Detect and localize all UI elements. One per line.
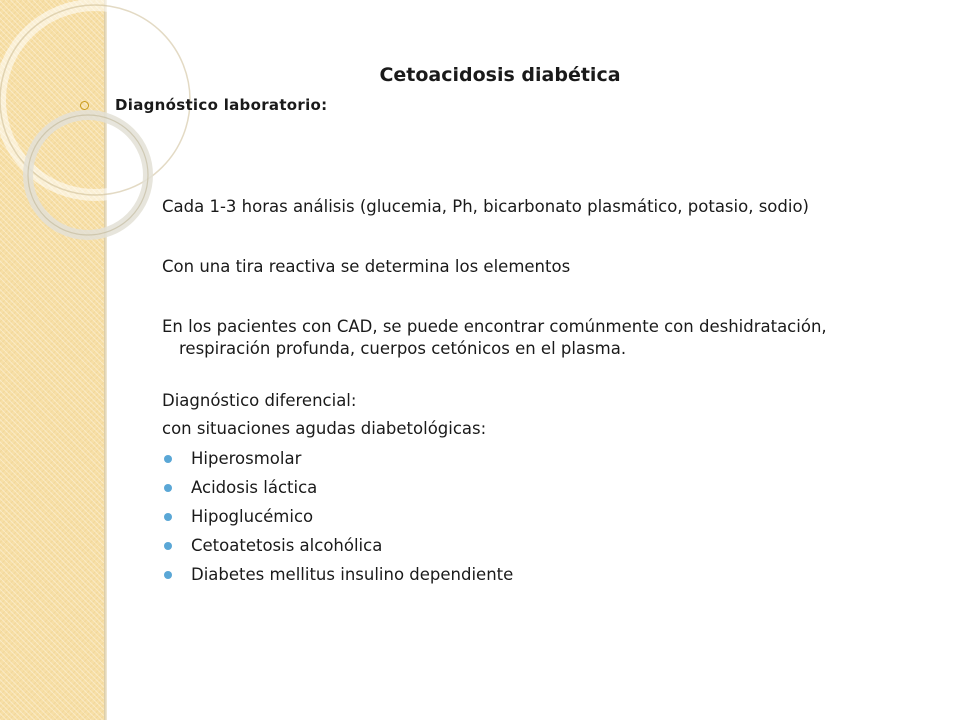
differential-list <box>162 444 932 589</box>
paragraph-reactive-strip: Con una tira reactiva se determina los elementos <box>162 257 571 276</box>
list-item: Hipoglucémico <box>162 502 932 531</box>
slide-body <box>162 196 932 589</box>
paragraph-analysis: Cada 1-3 horas análisis (glucemia, Ph, bicarbonato plasmático, potasio, sodio) <box>162 197 809 216</box>
ring-bullet-icon <box>80 101 89 110</box>
bullet-dot-icon <box>164 513 172 521</box>
slide-title: Cetoacidosis diabética <box>379 64 621 86</box>
bullet-dot-icon <box>164 484 172 492</box>
bullet-dot-icon <box>164 542 172 550</box>
paragraph-acute-situations: con situaciones agudas diabetológicas: <box>162 419 487 438</box>
list-item: Acidosis láctica <box>162 473 932 502</box>
paragraph-cad-line1: En los pacientes con CAD, se puede encontrar comúnmente con deshidratación, <box>162 317 827 336</box>
list-item: Cetoatetosis alcohólica <box>162 531 932 560</box>
list-item: Diabetes mellitus insulino dependiente <box>162 560 932 589</box>
subtitle-row <box>80 96 327 114</box>
list-item: Hiperosmolar <box>162 444 932 473</box>
bullet-dot-icon <box>164 571 172 579</box>
paragraph-cad-line2: respiración profunda, cuerpos cetónicos en el plasma. <box>179 339 627 358</box>
bullet-dot-icon <box>164 455 172 463</box>
paragraph-differential: Diagnóstico diferencial: <box>162 391 357 410</box>
paragraph-cad-patients <box>162 316 932 360</box>
slide-subtitle: Diagnóstico laboratorio: <box>115 96 328 114</box>
